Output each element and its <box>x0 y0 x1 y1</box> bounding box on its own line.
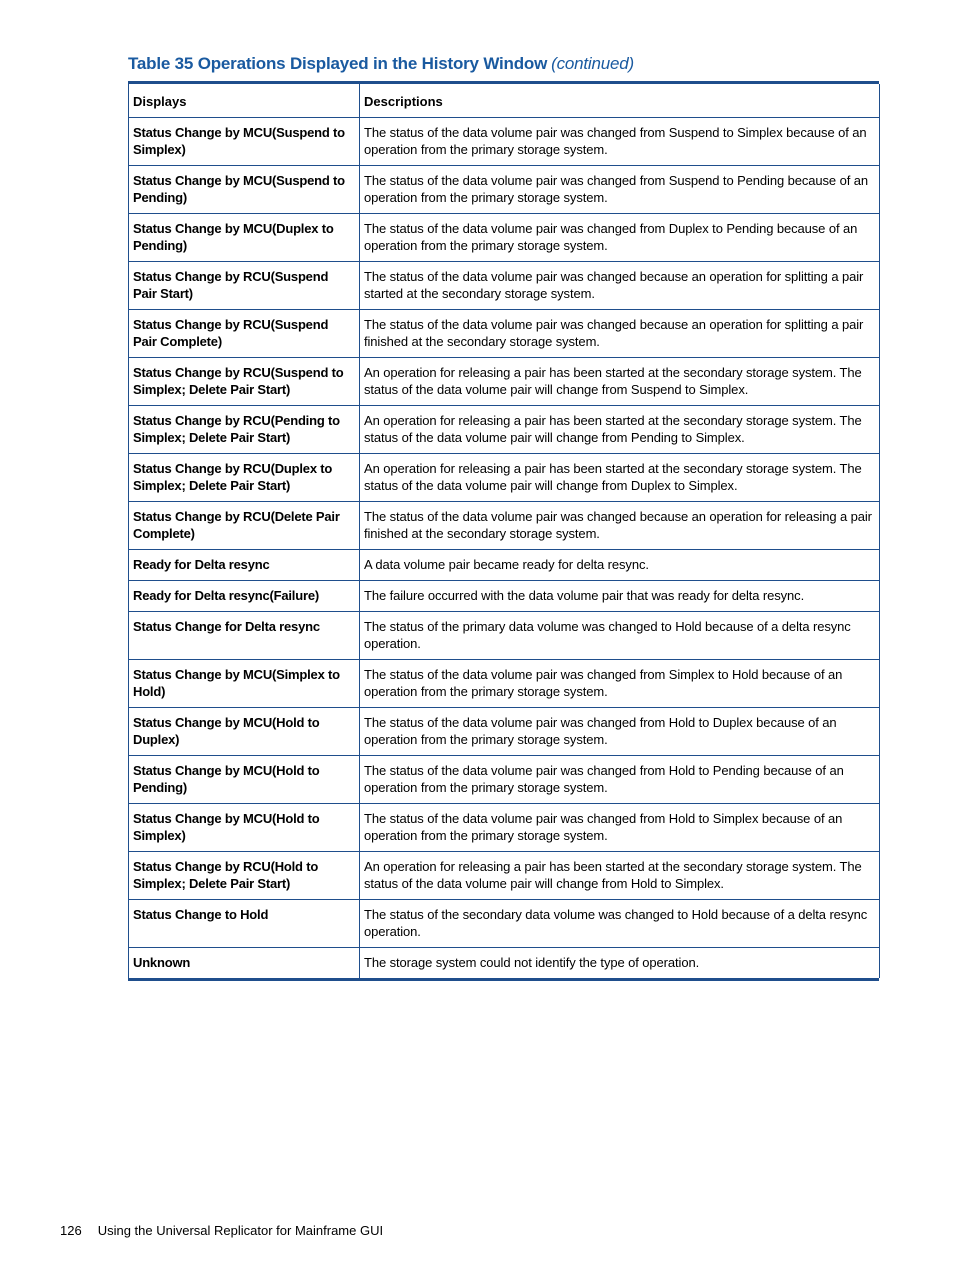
display-cell: Status Change by RCU(Suspend to Simplex; Delete Pair Start) <box>129 358 360 406</box>
display-cell: Status Change by RCU(Pending to Simplex; Delete Pair Start) <box>129 406 360 454</box>
table-row <box>129 581 880 612</box>
page-footer <box>60 1223 383 1238</box>
display-cell: Status Change by RCU(Suspend Pair Start) <box>129 262 360 310</box>
description-cell: The status of the data volume pair was changed from Hold to Simplex because of an operation from the primary storage system. <box>360 804 880 852</box>
description-cell: The storage system could not identify the type of operation. <box>360 948 880 979</box>
display-cell: Status Change to Hold <box>129 900 360 948</box>
table-row <box>129 454 880 502</box>
table-row <box>129 612 880 660</box>
table-header-row <box>129 84 880 118</box>
description-cell: The status of the data volume pair was changed from Hold to Pending because of an operation from the primary storage system. <box>360 756 880 804</box>
display-cell: Status Change by RCU(Suspend Pair Complete) <box>129 310 360 358</box>
description-cell: The status of the data volume pair was changed from Duplex to Pending because of an operation from the primary storage system. <box>360 214 880 262</box>
display-cell: Ready for Delta resync(Failure) <box>129 581 360 612</box>
display-cell: Status Change by MCU(Hold to Duplex) <box>129 708 360 756</box>
column-header-displays: Displays <box>129 84 360 118</box>
display-cell: Ready for Delta resync <box>129 550 360 581</box>
table-row <box>129 852 880 900</box>
page-number: 126 <box>60 1223 82 1238</box>
table-row <box>129 708 880 756</box>
display-cell: Status Change by MCU(Hold to Pending) <box>129 756 360 804</box>
table-row <box>129 166 880 214</box>
table-row <box>129 900 880 948</box>
description-cell: An operation for releasing a pair has been started at the secondary storage system. The status of the data volume pair will change from Suspend to Simplex. <box>360 358 880 406</box>
display-cell: Status Change by MCU(Suspend to Simplex) <box>129 118 360 166</box>
description-cell: The status of the data volume pair was changed because an operation for releasing a pair finished at the secondary storage system. <box>360 502 880 550</box>
table-row <box>129 804 880 852</box>
description-cell: An operation for releasing a pair has been started at the secondary storage system. The status of the data volume pair will change from Hold to Simplex. <box>360 852 880 900</box>
table-row <box>129 406 880 454</box>
table-title-main: Table 35 Operations Displayed in the History Window <box>128 54 548 73</box>
description-cell: The status of the data volume pair was changed because an operation for splitting a pair started at the secondary storage system. <box>360 262 880 310</box>
description-cell: The status of the data volume pair was changed from Suspend to Simplex because of an operation from the primary storage system. <box>360 118 880 166</box>
description-cell: The status of the data volume pair was changed from Simplex to Hold because of an operation from the primary storage system. <box>360 660 880 708</box>
description-cell: The status of the primary data volume was changed to Hold because of a delta resync operation. <box>360 612 880 660</box>
display-cell: Status Change by MCU(Suspend to Pending) <box>129 166 360 214</box>
table-row <box>129 310 880 358</box>
description-cell: An operation for releasing a pair has been started at the secondary storage system. The status of the data volume pair will change from Duplex to Simplex. <box>360 454 880 502</box>
footer-section-title: Using the Universal Replicator for Mainframe GUI <box>97 1223 384 1238</box>
table-row <box>129 756 880 804</box>
display-cell: Unknown <box>129 948 360 979</box>
table-row <box>129 550 880 581</box>
table-row <box>129 214 880 262</box>
display-cell: Status Change by RCU(Delete Pair Complete) <box>129 502 360 550</box>
description-cell: A data volume pair became ready for delta resync. <box>360 550 880 581</box>
table-row <box>129 262 880 310</box>
display-cell: Status Change by RCU(Duplex to Simplex; Delete Pair Start) <box>129 454 360 502</box>
display-cell: Status Change by MCU(Duplex to Pending) <box>129 214 360 262</box>
display-cell: Status Change for Delta resync <box>129 612 360 660</box>
table-row <box>129 502 880 550</box>
table-title <box>128 54 634 74</box>
operations-table-wrapper <box>128 81 879 981</box>
description-cell: The status of the data volume pair was changed from Hold to Duplex because of an operation from the primary storage system. <box>360 708 880 756</box>
table-title-continued: (continued) <box>551 54 634 73</box>
description-cell: The status of the secondary data volume was changed to Hold because of a delta resync operation. <box>360 900 880 948</box>
display-cell: Status Change by RCU(Hold to Simplex; Delete Pair Start) <box>129 852 360 900</box>
description-cell: An operation for releasing a pair has been started at the secondary storage system. The status of the data volume pair will change from Pending to Simplex. <box>360 406 880 454</box>
operations-table <box>128 84 880 978</box>
description-cell: The failure occurred with the data volume pair that was ready for delta resync. <box>360 581 880 612</box>
table-row <box>129 358 880 406</box>
table-row <box>129 660 880 708</box>
table-body <box>129 118 880 979</box>
table-row <box>129 118 880 166</box>
column-header-descriptions: Descriptions <box>360 84 880 118</box>
display-cell: Status Change by MCU(Simplex to Hold) <box>129 660 360 708</box>
description-cell: The status of the data volume pair was changed from Suspend to Pending because of an operation from the primary storage system. <box>360 166 880 214</box>
description-cell: The status of the data volume pair was changed because an operation for splitting a pair finished at the secondary storage system. <box>360 310 880 358</box>
display-cell: Status Change by MCU(Hold to Simplex) <box>129 804 360 852</box>
table-row <box>129 948 880 979</box>
